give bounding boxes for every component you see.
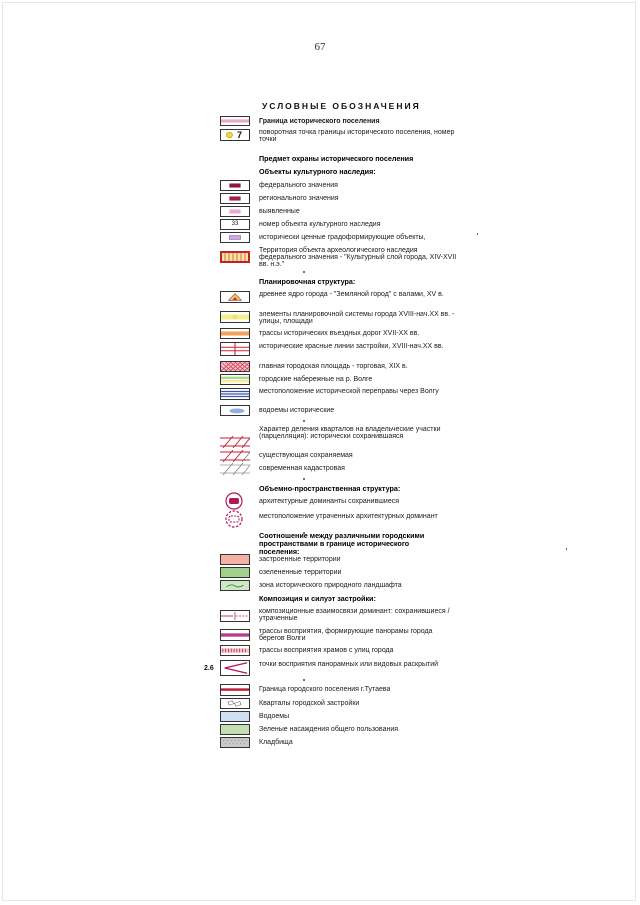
federal-label: федерального значения — [259, 182, 338, 189]
separator-dot — [303, 679, 305, 681]
parcels-cadastral-symbol — [220, 463, 250, 475]
parcels-existing-symbol — [220, 450, 250, 462]
ancient-core-label: древнее ядро города - "Земляной город" с валами, XV в. — [259, 291, 444, 298]
separator-dot — [303, 478, 305, 480]
boundary-symbol — [220, 116, 250, 126]
temple-routes-symbol — [220, 645, 250, 656]
federal-symbol — [220, 180, 250, 191]
composition-heading: Композиция и силуэт застройки: — [259, 594, 376, 603]
parcels-existing-label: существующая сохраняемая — [259, 452, 353, 459]
identified-symbol — [220, 206, 250, 217]
cemeteries-label: Кладбища — [259, 739, 293, 746]
public-green-label: Зеленые насаждения общего пользования — [259, 726, 399, 733]
water-bodies-label: водоемы исторические — [259, 407, 335, 414]
main-square-symbol — [220, 361, 250, 372]
preserved-dominants-label: архитектурные доминанты сохранившиеся — [259, 498, 400, 505]
water-bodies-symbol — [220, 405, 250, 416]
embankments-label: городские набережные на р. Волге — [259, 376, 373, 383]
red-lines-symbol — [220, 342, 250, 356]
valuable-label: исторически ценные градоформирующие объекты, — [259, 234, 426, 241]
main-square-label: главная городская площадь - торговая, XIX в. — [259, 363, 408, 370]
valuable-symbol — [220, 232, 250, 243]
identified-label: выявленные — [259, 208, 300, 215]
object-number-label: номер объекта культурного наследия — [259, 221, 381, 228]
planning-heading: Планировочная структура: — [259, 277, 356, 286]
embankments-symbol — [220, 374, 250, 385]
volume-heading: Объемно-пространственная структура: — [259, 484, 401, 493]
scan-speck — [566, 548, 567, 550]
water-label: Водоемы — [259, 713, 290, 720]
viewpoints-label: точки восприятия панорамных или видовых раскрытий — [259, 661, 439, 668]
viewpoint-wedge-icon — [220, 660, 250, 676]
green-symbol — [220, 567, 250, 578]
viewpoint-number: 2.6 — [204, 665, 214, 672]
separator-dot — [303, 271, 305, 273]
parcels-historic-label: Характер деления кварталов на владельческие участки (парцелляция): исторически сохранившаяся — [259, 426, 441, 440]
page-number: 67 — [314, 41, 326, 53]
relations-label: композиционные взаимосвязи доминант: сохранившиеся / утраченные — [259, 608, 450, 622]
settlement-boundary-symbol — [220, 684, 250, 696]
blocks-label: Кварталы городской застройки — [259, 700, 360, 707]
red-lines-label: исторические красные линии застройки, XVIII-нач.XX вв. — [259, 343, 444, 350]
built-label: застроенные территории — [259, 556, 341, 563]
planning-elements-label: элементы планировочной системы города XVIII-нач.XX вв. - улицы, площади — [259, 311, 455, 325]
dominant-preserved-icon — [222, 492, 246, 510]
green-label: озелененные территории — [259, 569, 342, 576]
crossing-symbol — [220, 388, 250, 400]
ancient-core-symbol — [220, 291, 250, 303]
heritage-heading: Объекты культурного наследия: — [259, 167, 376, 176]
turning-point-label: поворотная точка границы исторического поселения, номер точки — [259, 129, 455, 143]
temple-routes-label: трассы восприятия храмов с улиц города — [259, 647, 394, 654]
landscape-label: зона исторического природного ландшафта — [259, 582, 402, 589]
blocks-symbol — [220, 698, 250, 709]
regional-symbol — [220, 193, 250, 204]
cemeteries-symbol — [220, 737, 250, 748]
object-number-sample: 33 — [231, 221, 239, 227]
legend-title: УСЛОВНЫЕ ОБОЗНАЧЕНИЯ — [262, 101, 421, 111]
public-green-symbol — [220, 724, 250, 735]
built-symbol — [220, 554, 250, 565]
lost-dominants-label: местоположение утраченных архитектурных доминант — [259, 513, 438, 520]
separator-dot — [303, 420, 305, 422]
relations-symbol — [220, 610, 250, 622]
object-number-symbol — [220, 219, 250, 230]
regional-label: регионального значения — [259, 195, 339, 202]
water-symbol — [220, 711, 250, 722]
settlement-boundary-label: Граница городского поселения г.Тутаева — [259, 686, 391, 693]
entry-roads-label: трассы исторических въездных дорог XVII-XX вв. — [259, 330, 420, 337]
turning-point-number: 7 — [237, 130, 243, 140]
crossing-label: местоположение исторической переправы через Волгу — [259, 388, 439, 395]
planning-elements-symbol — [220, 311, 250, 323]
entry-roads-symbol — [220, 328, 250, 339]
dominant-lost-icon — [222, 510, 246, 528]
protection-heading: Предмет охраны исторического поселения — [259, 154, 414, 163]
parcels-cadastral-label: современная кадастровая — [259, 465, 345, 472]
parcels-historic-symbol — [220, 436, 250, 448]
archaeology-symbol — [220, 251, 250, 263]
landscape-symbol — [220, 580, 250, 591]
panorama-routes-label: трассы восприятия, формирующие панорамы города берегов Волги — [259, 628, 433, 642]
panorama-routes-symbol — [220, 629, 250, 641]
boundary-label: Граница исторического поселения — [259, 118, 380, 125]
archaeology-label: Территория объекта археологического наследия федерального значения - "Культурный слой города, XIV-XVII вв. н.э." — [259, 247, 457, 268]
scan-speck — [477, 233, 478, 235]
turning-point-symbol — [220, 129, 250, 141]
spaces-heading: Соотношение между различными городскими пространствами в границе исторического поселения: — [259, 531, 425, 556]
